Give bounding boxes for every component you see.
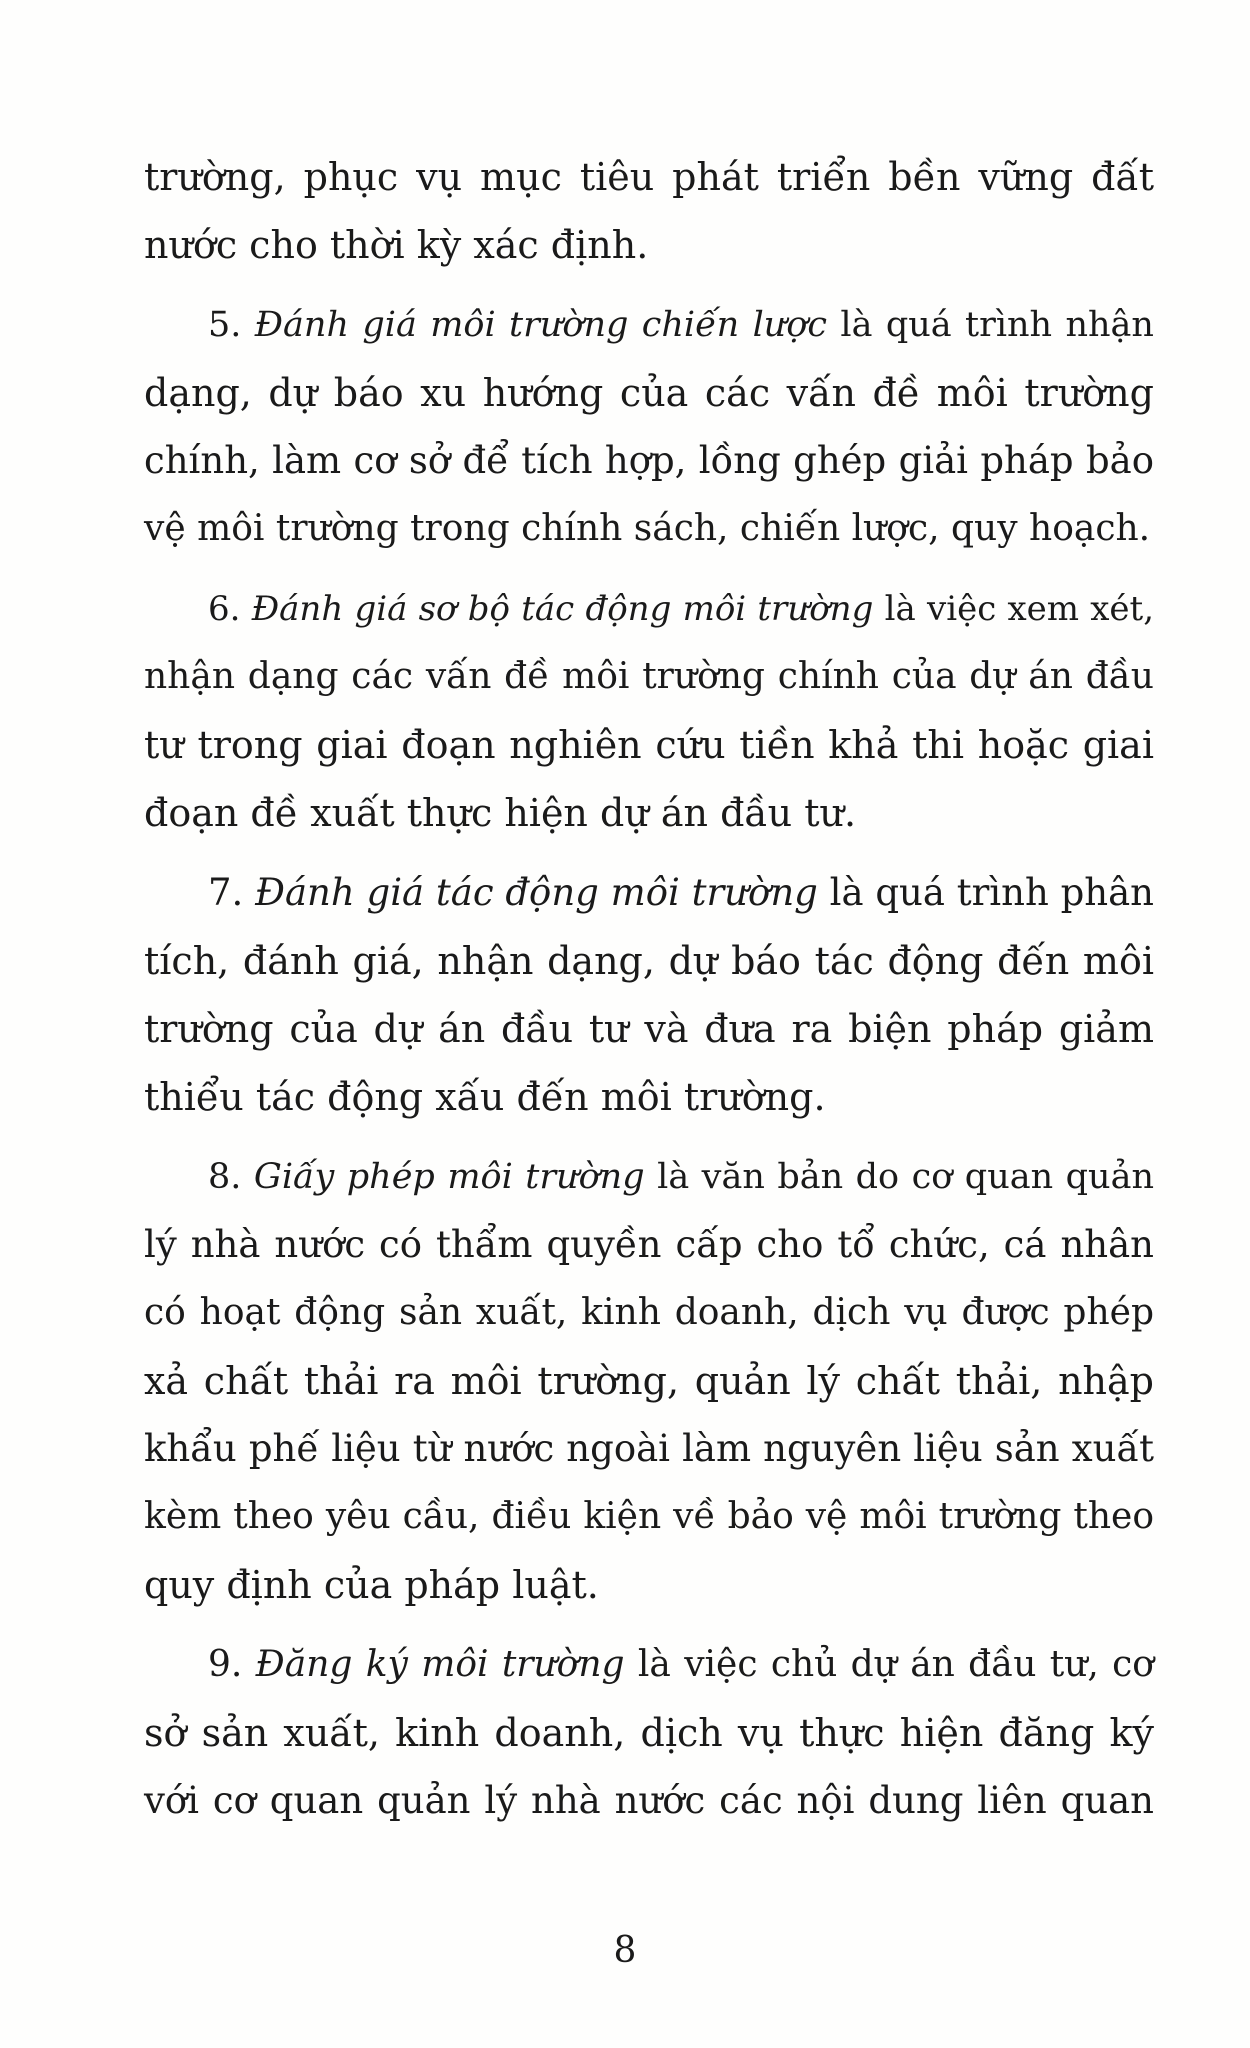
paragraph-6	[144, 575, 1154, 847]
defined-term: Đánh giá tác động môi trường	[255, 871, 818, 914]
text-line: tích, đánh giá, nhận dạng, dự báo tác động đến môi	[144, 939, 1154, 983]
defined-term: Đăng ký môi trường	[255, 1644, 625, 1685]
text-line: vệ môi trường trong chính sách, chiến lược, quy hoạch.	[144, 508, 1151, 549]
text-line: kèm theo yêu cầu, điều kiện về bảo vệ môi trường theo	[144, 1496, 1154, 1537]
item-number: 7.	[208, 871, 244, 914]
defined-term: Đánh giá sơ bộ tác động môi trường	[251, 589, 874, 629]
paragraph-4-continuation	[144, 143, 1154, 279]
text-line: nước cho thời kỳ xác định.	[144, 223, 649, 267]
text-line: khẩu phế liệu từ nước ngoài làm nguyên liệu sản xuất	[144, 1427, 1154, 1470]
definition-first-line	[144, 291, 1154, 359]
text-line: tư trong giai đoạn nghiên cứu tiền khả thi hoặc giai	[144, 723, 1154, 767]
item-number: 5.	[208, 305, 242, 345]
definition-first-line	[144, 1143, 1154, 1211]
definition-start: là quá trình phân	[829, 871, 1155, 914]
item-number: 9.	[208, 1644, 243, 1685]
body-text	[144, 143, 1154, 1847]
definition-first-line	[144, 859, 1154, 927]
text-line: đoạn đề xuất thực hiện dự án đầu tư.	[144, 791, 857, 835]
text-line: thiểu tác động xấu đến môi trường.	[144, 1075, 826, 1119]
text-line: quy định của pháp luật.	[144, 1563, 599, 1607]
definition-first-line	[144, 1631, 1154, 1699]
text-line: chính, làm cơ sở để tích hợp, lồng ghép giải pháp bảo	[144, 439, 1154, 482]
item-number: 8.	[208, 1157, 242, 1197]
definition-start: là văn bản do cơ quan quản	[657, 1157, 1154, 1197]
text-line: trường của dự án đầu tư và đưa ra biện pháp giảm	[144, 1007, 1154, 1051]
paragraph-5	[144, 291, 1154, 563]
text-line: lý nhà nước có thẩm quyền cấp cho tổ chức, cá nhân	[144, 1223, 1154, 1266]
definition-first-line	[144, 575, 1154, 643]
text-line: với cơ quan quản lý nhà nước các nội dung liên quan	[144, 1779, 1154, 1822]
defined-term: Giấy phép môi trường	[253, 1157, 645, 1197]
text-line: nhận dạng các vấn đề môi trường chính của dự án đầu	[144, 656, 1154, 697]
paragraph-7	[144, 859, 1154, 1131]
paragraph-8	[144, 1143, 1154, 1619]
definition-start: là việc xem xét,	[884, 589, 1155, 629]
page-number: 8	[613, 1930, 637, 1971]
text-line: sở sản xuất, kinh doanh, dịch vụ thực hiện đăng ký	[144, 1711, 1154, 1755]
text-line: xả chất thải ra môi trường, quản lý chất thải, nhập	[144, 1359, 1154, 1403]
item-number: 6.	[208, 589, 241, 629]
definition-start: là việc chủ dự án đầu tư, cơ	[637, 1644, 1154, 1685]
paragraph-9	[144, 1631, 1154, 1835]
defined-term: Đánh giá môi trường chiến lược	[254, 305, 827, 345]
definition-start: là quá trình nhận	[840, 305, 1154, 345]
text-line: có hoạt động sản xuất, kinh doanh, dịch vụ được phép	[144, 1292, 1154, 1333]
text-line: dạng, dự báo xu hướng của các vấn đề môi trường	[144, 371, 1154, 415]
text-line: trường, phục vụ mục tiêu phát triển bền vững đất	[144, 155, 1154, 199]
